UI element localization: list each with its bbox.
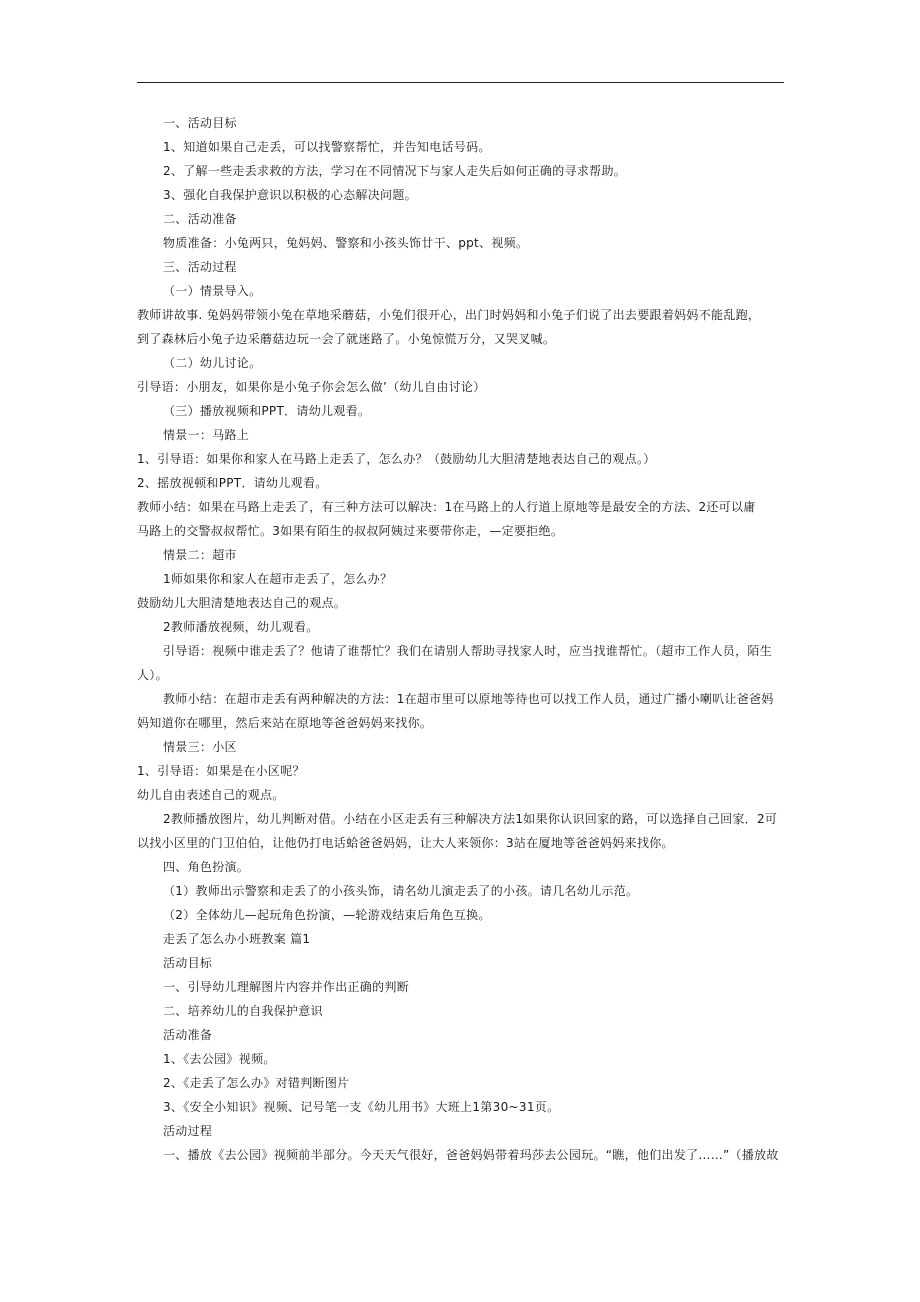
section-heading-roleplay: 四、角色扮演。 (163, 860, 250, 874)
subheading-video: （三）播放视频和PPT．请幼儿观看。 (163, 404, 371, 418)
paragraph-line: 到了森林后小兔子边采蘑菇边玩一会了就迷路了。小兔惊慌万分，又哭叉喊。 (137, 332, 556, 346)
paragraph-line: 幼儿自由表述自己的观点。 (137, 788, 285, 802)
scene-heading: 情景三：小区 (163, 740, 237, 754)
document-body (137, 111, 783, 1167)
material-item: 1、《去公园》视频。 (163, 1052, 276, 1066)
paragraph-line: 1、引导语：如果你和家人在马路上走丢了，怎么办？（鼓励幼儿大胆清楚地表达自己的观点。） (137, 452, 656, 466)
paragraph-line: 教师讲故事. 兔妈妈带领小兔在草地采蘑菇，小兔们很开心，出门时妈妈和小兔子们说了出去要跟着妈妈不能乱跑， (137, 308, 761, 322)
header-rule (137, 82, 784, 83)
paragraph-line: 引导语：小朋友，如果你是小兔子你会怎么做’（幼儿自由讨论） (137, 380, 486, 394)
paragraph-line: 1师如果你和家人在超市走丢了，怎么办？ (163, 572, 393, 586)
material-item: 2、《走丢了怎么办》对错判断图片 (163, 1076, 350, 1090)
goal-item: 1、知道如果自己走丢，可以找警察帮忙，并告知电话号码。 (163, 140, 491, 154)
paragraph-line: 2教师潘放视频，幼儿观看。 (163, 620, 319, 634)
section-heading-goals-2: 活动目标 (163, 956, 213, 970)
goal-item: 二、培养幼儿的自我保护意识 (163, 1004, 323, 1018)
paragraph-line: 人）。 (137, 668, 168, 682)
lesson-title: 走丢了怎么办小班教案 篇1 (163, 932, 311, 946)
scene-heading: 情景一：马路上 (163, 428, 250, 442)
paragraph-line: 2教师播放图片，幼儿判断对借。小结在小区走丢有三种解决方法1如果你认识回家的路，可以选择自己回家．2可 (163, 812, 778, 826)
section-heading-preparation: 二、活动准备 (163, 212, 237, 226)
goal-item: 2、了解一些走丢求救的方法，学习在不同情况下与家人走失后如何正确的寻求帮助。 (163, 164, 627, 178)
subheading-intro: （一）情景导入。 (163, 284, 262, 298)
paragraph-line: 马路上的交警叔叔帮忙。3如果有陌生的叔叔阿姨过来要带你走，—定要拒绝。 (137, 524, 564, 538)
paragraph-line: （1）教师出示警察和走丢了的小孩头饰，请名幼儿演走丢了的小孩。请几名幼儿示范。 (163, 884, 639, 898)
section-heading-goals: 一、活动目标 (163, 116, 237, 130)
scene-heading: 情景二：超市 (163, 548, 237, 562)
paragraph-line: 以找小区里的门卫伯伯，让他仍打电话蛤爸爸妈妈，让大人来领你：3站在厦地等爸爸妈妈来找你。 (137, 836, 674, 850)
paragraph-line: 1、引导语：如果是在小区呢？ (137, 764, 305, 778)
goal-item: 3、强化自我保护意识以积极的心态解决问题。 (163, 188, 417, 202)
goal-item: 一、引导幼儿理解图片内容并作出正确的判断 (163, 980, 410, 994)
section-heading-process: 三、活动过程 (163, 260, 237, 274)
paragraph-line: 教师小结：在超市走丢有两种解决的方法：1在超市里可以原地等待也可以找工作人员，通过广播小喇叭让爸爸妈 (163, 692, 774, 706)
paragraph-line: （2）全体幼儿—起玩角色扮演，—轮游戏结束后角色互换。 (163, 908, 491, 922)
subheading-discussion: （二）幼儿讨论。 (163, 356, 262, 370)
section-heading-preparation-2: 活动准备 (163, 1028, 213, 1042)
paragraph-line: 妈知道你在哪里，然后来站在原地等爸爸妈妈来找你。 (137, 716, 433, 730)
paragraph-line: 引导语：视频中谁走丢了？他请了谁帮忙？我们在请别人帮助寻找家人时，应当找谁帮忙。（超市工作人员，陌生 (163, 644, 773, 658)
paragraph-line: 一、播放《去公园》视频前半部分。今天天气很好，爸爸妈妈带着玛莎去公园玩。“瞧，他们出发了……”（播放故 (163, 1148, 779, 1162)
section-heading-process-2: 活动过程 (163, 1124, 213, 1138)
paragraph-line: 教师小结：如果在马路上走丢了，有三种方法可以解决：1在马路上的人行道上原地等是最安全的方法、2还可以庸 (137, 500, 756, 514)
paragraph-line: 鼓励幼儿大胆清楚地表达自己的观点。 (137, 596, 347, 610)
material-item: 3、《安全小知识》视频、记号笔一支《幼儿用书》大班上1第30~31页。 (163, 1100, 560, 1114)
materials-text: 物质准备：小兔两只，兔妈妈、警察和小孩头饰廿干、ppt、视频。 (163, 236, 529, 250)
paragraph-line: 2、摇放视顿和PPT．请幼儿观看。 (137, 476, 328, 490)
